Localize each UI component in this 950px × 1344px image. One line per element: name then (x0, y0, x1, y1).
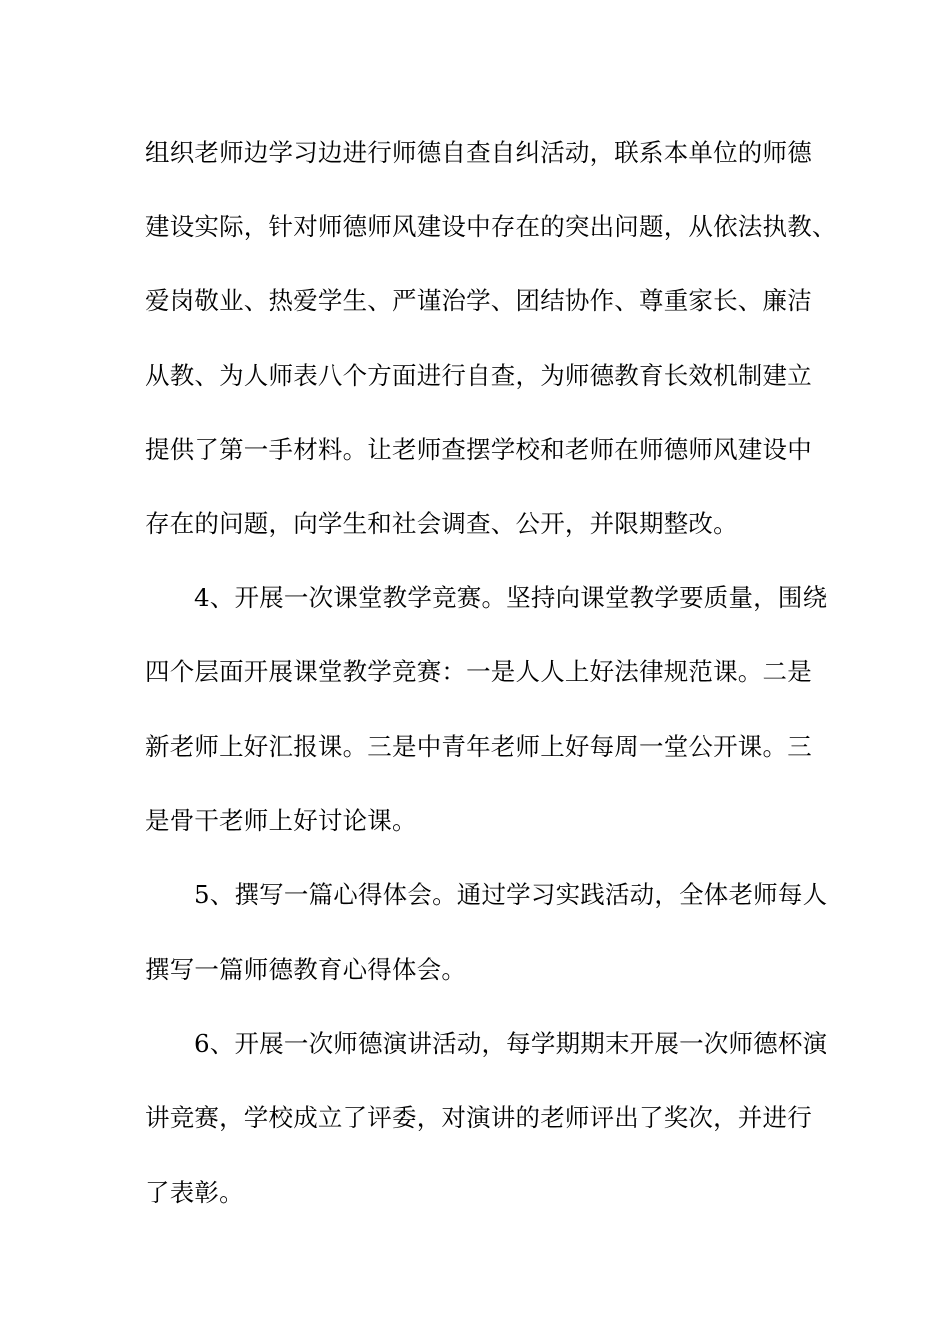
text-line: 提供了第一手材料。让老师查摆学校和老师在师德师风建设中 (145, 435, 812, 464)
text-line: 讲竞赛，学校成立了评委，对演讲的老师评出了奖次，并进行 (145, 1103, 812, 1132)
paragraph-4-start: 4、开展一次课堂教学竞赛。坚持向课堂教学要质量，围绕 (194, 583, 828, 612)
text-line: 从教、为人师表八个方面进行自查，为师德教育长效机制建立 (145, 361, 812, 390)
text-line: 新老师上好汇报课。三是中青年老师上好每周一堂公开课。三 (145, 732, 812, 761)
text-line: 四个层面开展课堂教学竞赛：一是人人上好法律规范课。二是 (145, 657, 812, 686)
text-line: 是骨干老师上好讨论课。 (145, 806, 417, 835)
text-line: 撰写一篇师德教育心得体会。 (145, 955, 467, 984)
text-line: 存在的问题，向学生和社会调查、公开，并限期整改。 (145, 509, 738, 538)
text-line: 爱岗敬业、热爱学生、严谨治学、团结协作、尊重家长、廉洁 (145, 286, 812, 315)
paragraph-5-start: 5、撰写一篇心得体会。通过学习实践活动，全体老师每人 (194, 880, 828, 909)
text-line: 组织老师边学习边进行师德自查自纠活动，联系本单位的师德 (145, 138, 812, 167)
paragraph-6-start: 6、开展一次师德演讲活动，每学期期末开展一次师德杯演 (194, 1029, 828, 1058)
text-line: 了表彰。 (145, 1178, 244, 1207)
text-line: 建设实际，针对师德师风建设中存在的突出问题，从依法执教、 (145, 212, 837, 241)
